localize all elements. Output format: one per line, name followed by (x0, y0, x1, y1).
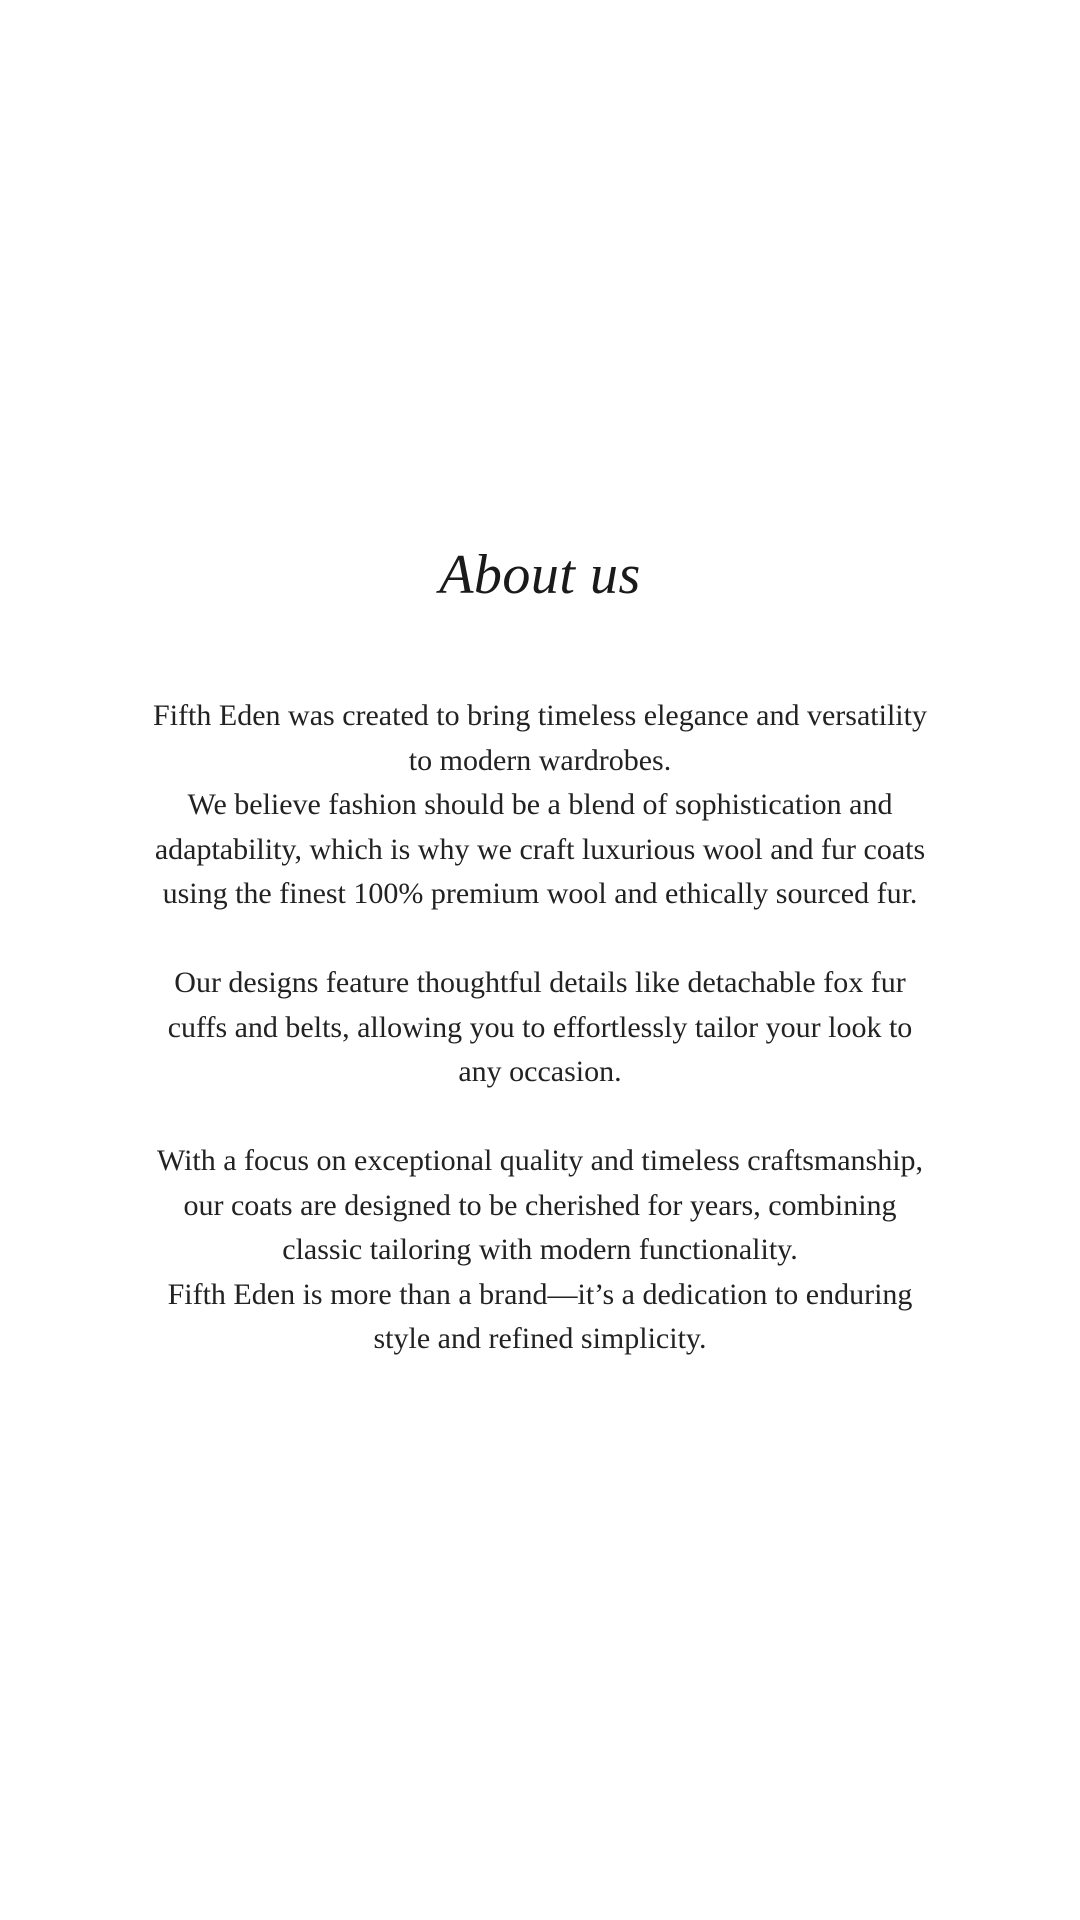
text-line: Fifth Eden is more than a brand—it’s a dedication to enduring (167, 1277, 913, 1311)
text-line: With a focus on exceptional quality and timeless craftsmanship, (156, 1144, 924, 1177)
page-title: About us (439, 544, 641, 606)
text-line: Fifth Eden was created to bring timeless elegance and versatility (153, 699, 927, 732)
about-paragraph-2 (130, 961, 950, 1095)
about-paragraph-3 (130, 1139, 950, 1362)
about-body (130, 694, 950, 1362)
text-line: our coats are designed to be cherished for years, combining (183, 1188, 897, 1222)
text-line: using the finest 100% premium wool and ethically sourced fur. (162, 877, 918, 910)
paragraph-gap (130, 917, 950, 962)
text-line: classic tailoring with modern functionality. (282, 1233, 798, 1266)
text-line: any occasion. (458, 1055, 622, 1088)
text-line: We believe fashion should be a blend of sophistication and (187, 788, 893, 821)
text-line: adaptability, which is why we craft luxurious wool and fur coats (154, 832, 926, 866)
text-line: to modern wardrobes. (408, 743, 672, 777)
about-paragraph-1 (130, 694, 950, 917)
text-line: style and refined simplicity. (373, 1322, 707, 1355)
text-line: Our designs feature thoughtful details like detachable fox fur (174, 966, 906, 999)
text-line: cuffs and belts, allowing you to effortlessly tailor your look to (167, 1010, 913, 1044)
paragraph-gap (130, 1095, 950, 1140)
about-section (0, 540, 1080, 1362)
